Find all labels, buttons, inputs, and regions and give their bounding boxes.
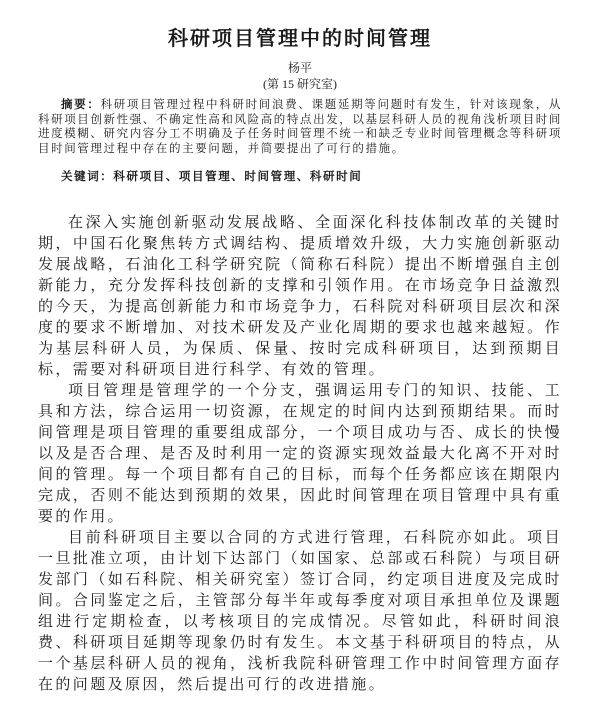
keywords-line bbox=[38, 170, 562, 185]
author-affiliation: (第 15 研究室) bbox=[263, 77, 337, 92]
abstract-label: 摘要： bbox=[61, 99, 101, 112]
body-paragraph-1: 在深入实施创新驱动发展战略、全面深化科技体制改革的关键时期，中国石化聚焦转方式调结构、提质增效升级，大力实施创新驱动发展战略，石油化工科学研究院（简称石科院）提出不断增强自主创新能力，充分发挥科技创新的支撑和引领作用。在市场竞争日益激烈的今天，为提高创新能力和市场竞争力，石科院对科研项目层次和深度的要求不断增加、对技术研发及产业化周期的要求也越来越短。作为基层科研人员，为保质、保量、按时完成科研项目，达到预期目标，需要对科研项目进行科学、有效的管理。 bbox=[38, 214, 562, 378]
body-paragraph-2: 项目管理是管理学的一个分支，强调运用专门的知识、技能、工具和方法，综合运用一切资源，在规定的时间内达到预期结果。而时间管理是项目管理的重要组成部分，一个项目成功与否、成长的快慢以及是否合理、是否及时利用一定的资源实现效益最大化离不开对时间的管理。每一个项目都有自己的目标，而每个任务都应该在期限内完成，否则不能达到预期的效果，因此时间管理在项目管理中具有重要的作用。 bbox=[38, 382, 562, 525]
author-name: 杨平 bbox=[287, 61, 312, 75]
keywords-text: 科研项目、项目管理、时间管理、科研时间 bbox=[113, 171, 363, 184]
document-body bbox=[38, 213, 562, 696]
page-title: 科研项目管理中的时间管理 bbox=[168, 28, 432, 50]
abstract-paragraph bbox=[38, 98, 562, 156]
abstract-text: 科研项目管理过程中科研时间浪费、课题延期等问题时有发生，针对该现象，从科研项目创新性强、不确定性高和风险高的特点出发，以基层科研人员的视角浅析项目时间进度模糊、研究内容分工不明确及子任务时间管理不统一和缺乏专业时间管理概念等科研项目时间管理过程中存在的主要问题，并简要提出了可行的措施。 bbox=[38, 99, 562, 155]
body-paragraph-3: 目前科研项目主要以合同的方式进行管理，石科院亦如此。项目一旦批准立项，由计划下达部门（如国家、总部或石科院）与项目研发部门（如石科院、相关研究室）签订合同，约定项目进度及完成时间。合同鉴定之后，主管部分每半年或每季度对项目承担单位及课题组进行定期检查，以考核项目的完成情况。尽管如此，科研时间浪费、科研项目延期等现象仍时有发生。本文基于科研项目的特点，从一个基层科研人员的视角，浅析我院科研管理工作中时间管理方面存在的问题及原因，然后提出可行的改进措施。 bbox=[38, 529, 562, 693]
keywords-label: 关键词： bbox=[61, 171, 114, 184]
